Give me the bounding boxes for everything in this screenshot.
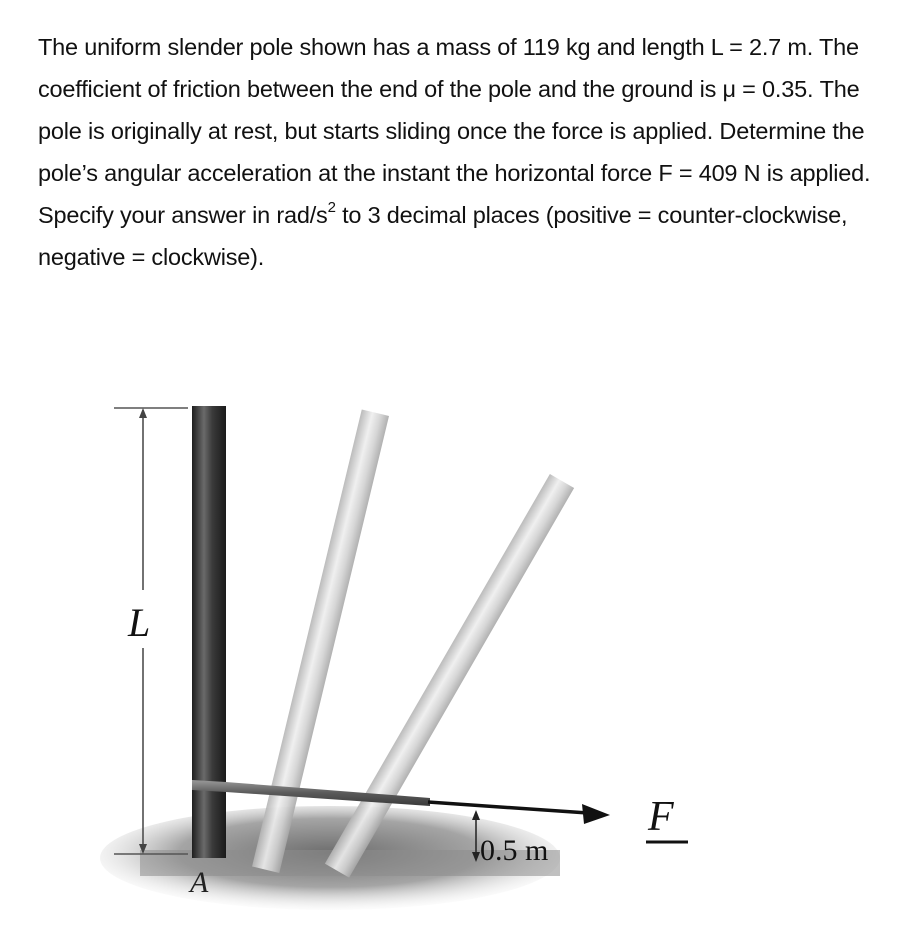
point-a-label: A xyxy=(190,866,209,899)
problem-statement xyxy=(38,26,888,278)
height-dimension-arrow-top xyxy=(472,810,480,820)
problem-text-main: The uniform slender pole shown has a mass of 119 kg and length L = 2.7 m. The coefficient of friction between the end of the pole and the ground is μ = 0.35. The pole is originally at rest, but starts sliding once the force is applied. Determine the pole’s angular acceleration at the instant the horizontal force F = 409 N is applied. Specify your answer in rad/s xyxy=(38,34,871,228)
height-dimension-label: 0.5 m xyxy=(480,834,549,867)
units-exponent: 2 xyxy=(327,199,336,217)
force-arrow-line xyxy=(428,802,588,813)
pole-diagram xyxy=(0,380,916,946)
force-arrowhead xyxy=(582,804,610,824)
length-dimension-arrow-top xyxy=(139,408,147,418)
force-label: F xyxy=(648,794,674,840)
length-label: L xyxy=(128,600,151,645)
problem-text-tail: to 3 decimal places (positive = counter-clockwise, negative = clockwise). xyxy=(38,202,848,270)
pole-figure xyxy=(0,380,916,946)
